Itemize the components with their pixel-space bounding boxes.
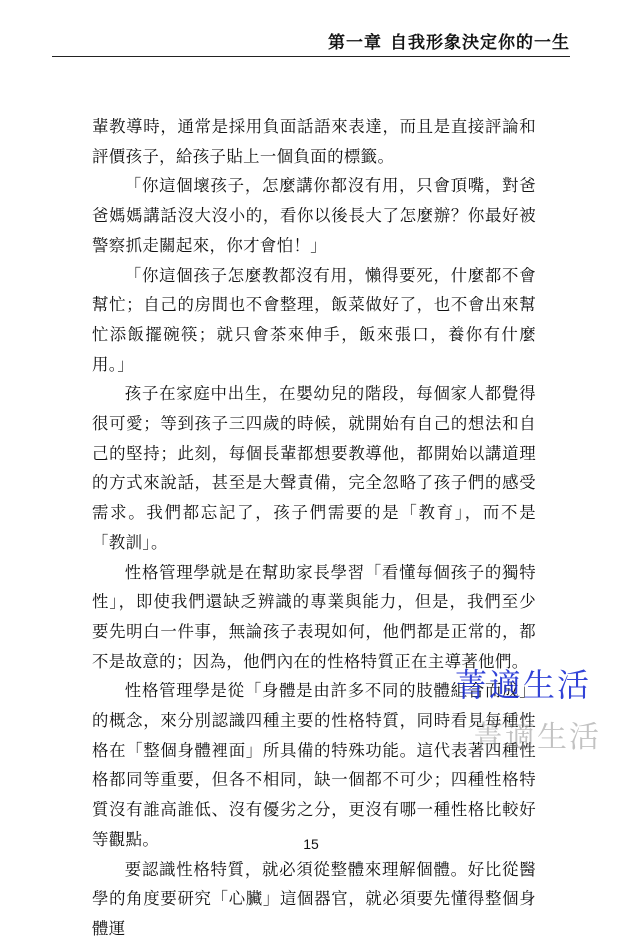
paragraph: 要認識性格特質，就必須從整體來理解個體。好比從醫學的角度要研究「心臟」這個器官，就必須要先懂得整個身體運 <box>92 859 536 938</box>
paragraph: 「你這個孩子怎麼教都沒有用，懶得要死，什麼都不會幫忙；自己的房間也不會整理，飯菜做好了，也不會出來幫忙添飯擺碗筷；就只會茶來伸手，飯來張口，養你有什麼用。」 <box>92 265 536 374</box>
header-rule <box>52 56 570 57</box>
paragraph: 「你這個壞孩子，怎麼講你都沒有用，只會頂嘴，對爸爸媽媽講話沒大沒小的，看你以後長大了怎麼辦？你最好被警察抓走關起來，你才會怕！」 <box>92 176 536 255</box>
watermark-logo: 菁適生活 <box>455 666 592 704</box>
chapter-title: 自我形象決定你的一生 <box>390 33 570 53</box>
paragraph: 性格管理學是從「身體是由許多不同的肢體組合而成」的概念，來分別認識四種主要的性格特質，同時看見每種性格在「整個身體裡面」所具備的特殊功能。這代表著四種性格都同等重要，但各不相同，缺一個都不可少；四種性格特質沒有誰高誰低、沒有優劣之分，更沒有哪一種性格比較好等觀點。 <box>92 681 536 849</box>
body-text <box>92 112 536 944</box>
paragraph: 性格管理學就是在幫助家長學習「看懂每個孩子的獨特性」，即使我們還缺乏辨識的專業與能力，但是，我們至少要先明白一件事，無論孩子表現如何，他們都是正常的，都不是故意的；因為，他們內在的性格特質正在主導著他們。 <box>92 562 536 671</box>
watermark-shadow: 菁適生活 <box>473 720 601 755</box>
chapter-label: 第一章 <box>328 33 382 53</box>
running-header <box>328 28 570 53</box>
page-number: 15 <box>303 836 319 852</box>
paragraph: 孩子在家庭中出生，在嬰幼兒的階段，每個家人都覺得很可愛；等到孩子三四歲的時候，就開始有自己的想法和自己的堅持；此刻，每個長輩都想要教導他，都開始以講道理的方式來說話，甚至是大聲責備，完全忽略了孩子們的感受需求。我們都忘記了，孩子們需要的是「教育」，而不是「教訓」。 <box>92 384 536 552</box>
paragraph: 輩教導時，通常是採用負面話語來表達，而且是直接評論和評價孩子，給孩子貼上一個負面的標籤。 <box>92 117 536 166</box>
